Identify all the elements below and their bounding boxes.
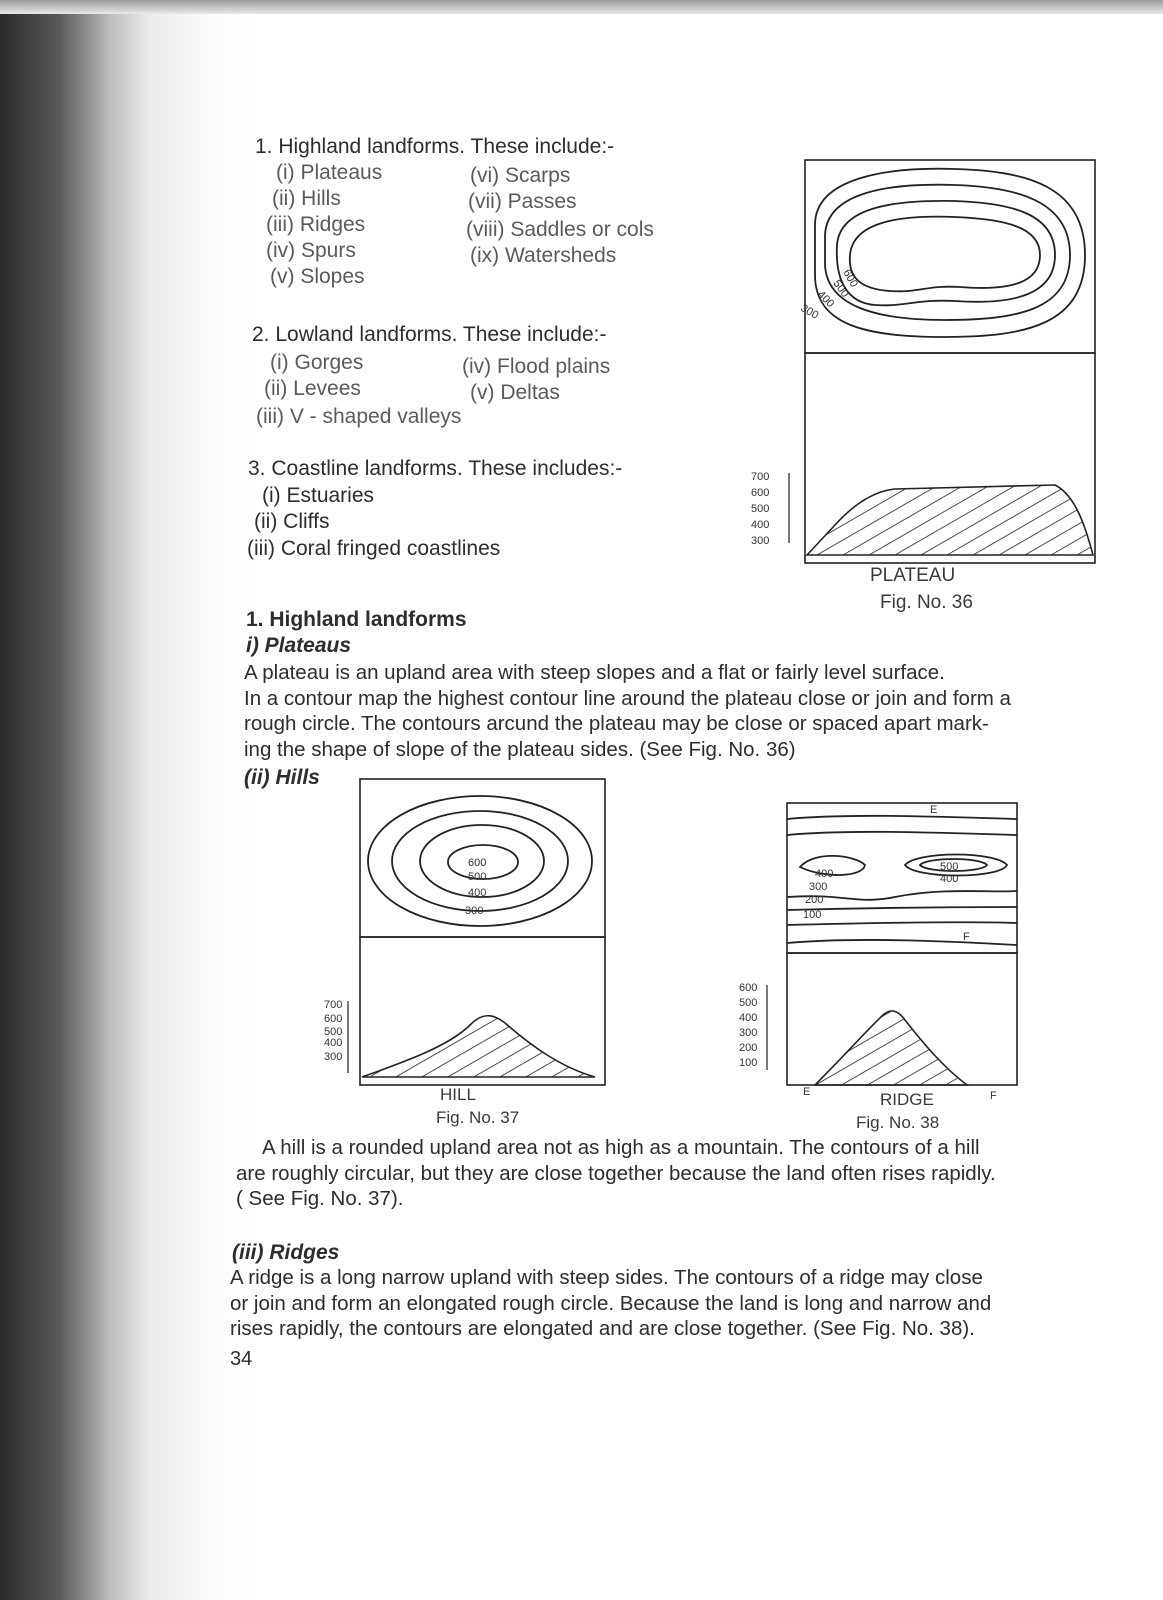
section1-heading: 1. Highland landforms (246, 608, 467, 631)
list2-item: (v) Deltas (470, 381, 560, 404)
fig36-axis-label: 400 (751, 519, 770, 531)
fig38-contour-label: 300 (809, 881, 828, 893)
fig37-contour-label: 400 (468, 887, 487, 899)
fig38-axis-label: 200 (739, 1042, 758, 1054)
fig38-ridge-diagram (739, 795, 1045, 1105)
fig36-axis-label: 300 (751, 535, 770, 547)
fig38-number: Fig. No. 38 (856, 1113, 940, 1132)
fig38-contour-label: 400 (940, 873, 959, 885)
fig38-axis-label: 400 (739, 1012, 758, 1024)
plateau-paragraph (244, 660, 1011, 762)
fig36-axis-label: 700 (751, 471, 770, 483)
fig36-axis-label: 500 (751, 503, 770, 515)
fig37-contour-label: 500 (468, 871, 487, 883)
paragraph-line: rises rapidly, the contours are elongated and are close together. (See Fig. No. 38). (230, 1317, 975, 1340)
list1-item: (viii) Saddles or cols (466, 218, 654, 241)
paragraph-line: rough circle. The contours arcund the plateau may be close or spaced apart mark- (244, 712, 989, 735)
paragraph-line: A plateau is an upland area with steep slopes and a flat or fairly level surface. (244, 661, 945, 684)
fig37-axis-label: 600 (324, 1013, 343, 1025)
fig37-axis-label: 500 (324, 1026, 343, 1038)
list1-heading: 1. Highland landforms. These include:- (255, 135, 615, 158)
list1-item: (iii) Ridges (266, 213, 366, 236)
fig38-point-label: F (990, 1090, 997, 1102)
fig37-axis-label: 400 (324, 1037, 343, 1049)
paragraph-line: A hill is a rounded upland area not as high as a mountain. The contours of a hill (262, 1136, 980, 1159)
list3-item: (iii) Coral fringed coastlines (247, 537, 501, 560)
fig36-contour-label: 300 (798, 302, 821, 322)
fig37-number: Fig. No. 37 (436, 1108, 520, 1127)
fig38-axis-label: 500 (739, 997, 758, 1009)
ridges-paragraph (230, 1265, 991, 1342)
fig38-contour-label: 400 (815, 868, 834, 880)
list1-item: (vii) Passes (468, 190, 577, 213)
fig38-axis-label: 300 (739, 1027, 758, 1039)
fig38-point-label: F (963, 931, 970, 943)
list1-item: (ix) Watersheds (470, 244, 617, 267)
paragraph-line: or join and form an elongated rough circle. Because the land is long and narrow and (230, 1291, 992, 1315)
fig38-contour-label: 500 (940, 861, 959, 873)
list1-item: (i) Plateaus (276, 161, 383, 184)
fig37-axis-label: 700 (324, 999, 343, 1011)
paragraph-line: A ridge is a long narrow upland with steep sides. The contours of a ridge may close (230, 1266, 983, 1289)
list2-item: (i) Gorges (270, 351, 364, 374)
paragraph-line: ing the shape of slope of the plateau sides. (See Fig. No. 36) (244, 737, 796, 761)
fig37-title: HILL (440, 1085, 476, 1104)
list2-item: (ii) Levees (264, 377, 361, 400)
page-top-edge (0, 0, 1163, 14)
fig36-contour-label: 600 (840, 267, 860, 290)
fig38-axis-label: 100 (739, 1057, 758, 1069)
list3-item: (i) Estuaries (262, 484, 375, 507)
list2-item: (iii) V - shaped valleys (256, 405, 462, 428)
paragraph-line: ( See Fig. No. 37). (236, 1187, 404, 1210)
fig38-point-label: E (930, 804, 938, 816)
fig36-contour-label: 400 (814, 288, 837, 311)
list3-item: (ii) Cliffs (254, 510, 330, 533)
ridges-subheading: (iii) Ridges (232, 1241, 340, 1264)
fig37-contour-label: 600 (468, 857, 487, 869)
list2-item: (iv) Flood plains (462, 355, 611, 378)
fig38-axis-label: 600 (739, 982, 758, 994)
list1-item: (ii) Hills (272, 187, 341, 210)
fig36-plateau-diagram (751, 155, 1100, 575)
hills-paragraph (236, 1135, 996, 1212)
fig36-number: Fig. No. 36 (880, 592, 973, 613)
fig38-point-label: E (803, 1086, 811, 1098)
page-number: 34 (230, 1348, 253, 1370)
fig37-axis-label: 300 (324, 1051, 343, 1063)
fig38-contour-label: 200 (805, 894, 824, 906)
list2-heading: 2. Lowland landforms. These include:- (252, 323, 607, 346)
fig38-contour-label: 100 (803, 909, 822, 921)
paragraph-line: In a contour map the highest contour line around the plateau close or join and form a (244, 686, 1011, 710)
section1-subheading: i) Plateaus (246, 634, 352, 657)
fig36-axis-label: 600 (751, 487, 770, 499)
fig37-contour-label: 300 (465, 905, 484, 917)
list1-item: (v) Slopes (270, 265, 365, 288)
fig37-hill-diagram (320, 775, 610, 1090)
fig38-title: RIDGE (880, 1090, 934, 1109)
list1-item: (iv) Spurs (266, 239, 356, 262)
hills-subheading: (ii) Hills (244, 766, 320, 789)
list1-item: (vi) Scarps (470, 164, 571, 187)
fig36-contour-label: 500 (830, 277, 851, 300)
paragraph-line: are roughly circular, but they are close together because the land often rises rapidly. (236, 1161, 996, 1185)
list3-heading: 3. Coastline landforms. These includes:- (248, 457, 623, 480)
fig36-title: PLATEAU (870, 565, 956, 586)
